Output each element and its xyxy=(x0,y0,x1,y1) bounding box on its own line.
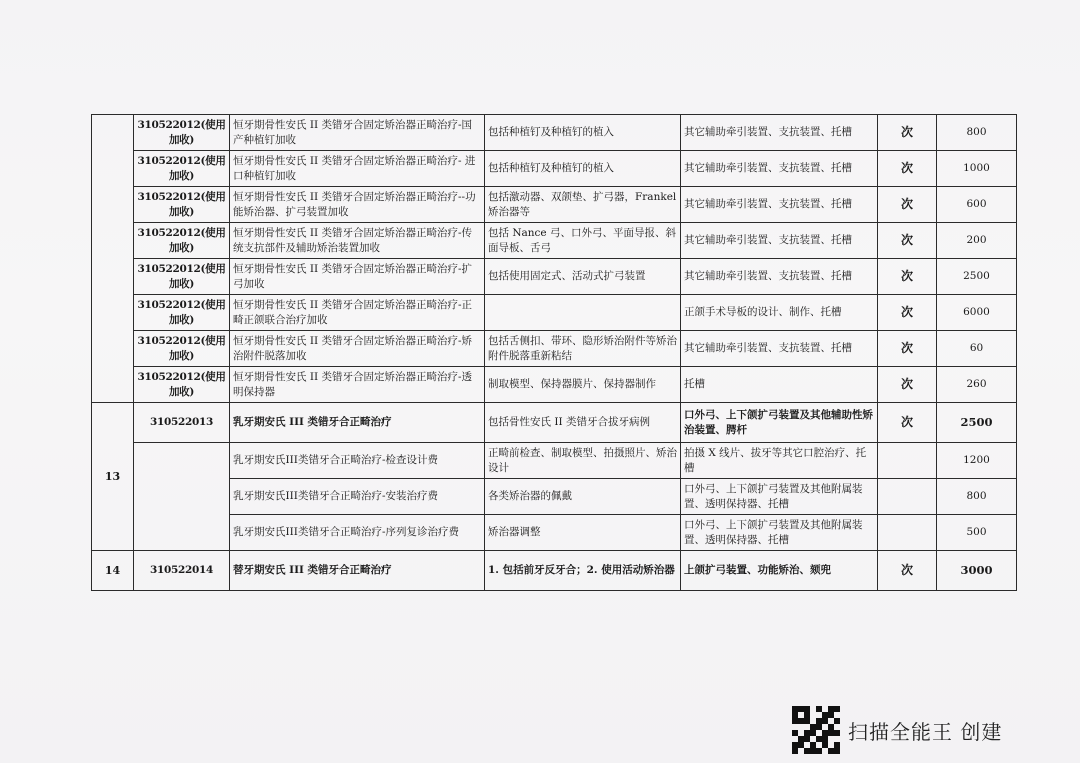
code-cell: 310522012(使用加收) xyxy=(134,259,230,295)
exclusion-cell: 其它辅助牵引装置、支抗装置、托槽 xyxy=(681,115,878,151)
unit-cell: 次 xyxy=(878,331,937,367)
exclusion-cell: 其它辅助牵引装置、支抗装置、托槽 xyxy=(681,187,878,223)
content-cell: 各类矫治器的佩戴 xyxy=(485,479,681,515)
content-cell: 包括种植钉及种植钉的植入 xyxy=(485,151,681,187)
name-cell: 恒牙期骨性安氏 II 类错牙合固定矫治器正畸治疗-扩弓加收 xyxy=(230,259,485,295)
name-cell: 恒牙期骨性安氏 II 类错牙合固定矫治器正畸治疗-传统支抗部件及辅助矫治装置加收 xyxy=(230,223,485,259)
table-row xyxy=(92,367,1017,403)
content-cell: 包括舌侧扣、带环、隐形矫治附件等矫治附件脱落重新粘结 xyxy=(485,331,681,367)
price-cell: 6000 xyxy=(937,295,1017,331)
code-cell: 310522012(使用加收) xyxy=(134,115,230,151)
name-cell: 乳牙期安氏III类错牙合正畸治疗-安装治疗费 xyxy=(230,479,485,515)
content-cell: 矫治器调整 xyxy=(485,515,681,551)
price-cell: 2500 xyxy=(937,403,1017,443)
price-cell: 200 xyxy=(937,223,1017,259)
code-cell xyxy=(134,443,230,551)
table-row xyxy=(92,515,1017,551)
price-cell: 1200 xyxy=(937,443,1017,479)
unit-cell xyxy=(878,443,937,479)
name-cell: 恒牙期骨性安氏 II 类错牙合固定矫治器正畸治疗-正畸正颌联合治疗加收 xyxy=(230,295,485,331)
unit-cell: 次 xyxy=(878,551,937,591)
code-cell: 310522012(使用加收) xyxy=(134,367,230,403)
exclusion-cell: 上颌扩弓装置、功能矫治、颏兜 xyxy=(681,551,878,591)
item-number-cell: 14 xyxy=(92,551,134,591)
unit-cell: 次 xyxy=(878,187,937,223)
exclusion-cell: 其它辅助牵引装置、支抗装置、托槽 xyxy=(681,259,878,295)
name-cell: 恒牙期骨性安氏 II 类错牙合固定矫治器正畸治疗-国产种植钉加收 xyxy=(230,115,485,151)
content-cell: 正畸前检查、制取模型、拍摄照片、矫治设计 xyxy=(485,443,681,479)
table-row xyxy=(92,443,1017,479)
price-cell: 60 xyxy=(937,331,1017,367)
table-row xyxy=(92,479,1017,515)
name-cell: 恒牙期骨性安氏 II 类错牙合固定矫治器正畸治疗-透明保持器 xyxy=(230,367,485,403)
unit-cell: 次 xyxy=(878,403,937,443)
code-cell: 310522012(使用加收) xyxy=(134,295,230,331)
content-cell: 包括激动器、双颌垫、扩弓器，Frankel 矫治器等 xyxy=(485,187,681,223)
name-cell: 恒牙期骨性安氏 II 类错牙合固定矫治器正畸治疗--功能矫治器、扩弓装置加收 xyxy=(230,187,485,223)
table-row xyxy=(92,331,1017,367)
exclusion-cell: 口外弓、上下颌扩弓装置及其他辅助性矫治装置、腭杆 xyxy=(681,403,878,443)
table-row xyxy=(92,295,1017,331)
exclusion-cell: 其它辅助牵引装置、支抗装置、托槽 xyxy=(681,331,878,367)
content-cell: 1. 包括前牙反牙合；2. 使用活动矫治器 xyxy=(485,551,681,591)
table-row xyxy=(92,115,1017,151)
code-cell: 310522012(使用加收) xyxy=(134,223,230,259)
unit-cell: 次 xyxy=(878,259,937,295)
content-cell: 包括使用固定式、活动式扩弓装置 xyxy=(485,259,681,295)
table-row xyxy=(92,151,1017,187)
code-cell: 310522014 xyxy=(134,551,230,591)
content-cell xyxy=(485,295,681,331)
price-cell: 2500 xyxy=(937,259,1017,295)
exclusion-cell: 托槽 xyxy=(681,367,878,403)
price-cell: 800 xyxy=(937,479,1017,515)
unit-cell: 次 xyxy=(878,115,937,151)
content-cell: 制取模型、保持器膜片、保持器制作 xyxy=(485,367,681,403)
item-number-cell xyxy=(92,115,134,403)
unit-cell xyxy=(878,515,937,551)
exclusion-cell: 口外弓、上下颌扩弓装置及其他附属装置、透明保持器、托槽 xyxy=(681,515,878,551)
unit-cell: 次 xyxy=(878,223,937,259)
price-cell: 1000 xyxy=(937,151,1017,187)
watermark-text: 扫描全能王 创建 xyxy=(848,719,1003,744)
price-cell: 260 xyxy=(937,367,1017,403)
name-cell: 恒牙期骨性安氏 II 类错牙合固定矫治器正畸治疗- 进口种植钉加收 xyxy=(230,151,485,187)
unit-cell: 次 xyxy=(878,295,937,331)
exclusion-cell: 其它辅助牵引装置、支抗装置、托槽 xyxy=(681,151,878,187)
name-cell: 乳牙期安氏III类错牙合正畸治疗-检查设计费 xyxy=(230,443,485,479)
table-row xyxy=(92,223,1017,259)
item-number-cell: 13 xyxy=(92,403,134,551)
content-cell: 包括种植钉及种植钉的植入 xyxy=(485,115,681,151)
table-row xyxy=(92,551,1017,591)
unit-cell xyxy=(878,479,937,515)
price-cell: 500 xyxy=(937,515,1017,551)
price-cell: 3000 xyxy=(937,551,1017,591)
name-cell: 乳牙期安氏III类错牙合正畸治疗-序列复诊治疗费 xyxy=(230,515,485,551)
name-cell: 恒牙期骨性安氏 II 类错牙合固定矫治器正畸治疗-矫治附件脱落加收 xyxy=(230,331,485,367)
name-cell: 乳牙期安氏 III 类错牙合正畸治疗 xyxy=(230,403,485,443)
unit-cell: 次 xyxy=(878,367,937,403)
unit-cell: 次 xyxy=(878,151,937,187)
exclusion-cell: 正颌手术导板的设计、制作、托槽 xyxy=(681,295,878,331)
exclusion-cell: 口外弓、上下颌扩弓装置及其他附属装置、透明保持器、托槽 xyxy=(681,479,878,515)
name-cell: 替牙期安氏 III 类错牙合正畸治疗 xyxy=(230,551,485,591)
table-row xyxy=(92,259,1017,295)
code-cell: 310522012(使用加收) xyxy=(134,331,230,367)
content-cell: 包括 Nance 弓、口外弓、平面导报、斜面导板、舌弓 xyxy=(485,223,681,259)
code-cell: 310522012(使用加收) xyxy=(134,151,230,187)
table-row xyxy=(92,187,1017,223)
content-cell: 包括骨性安氏 II 类错牙合拔牙病例 xyxy=(485,403,681,443)
code-cell: 310522012(使用加收) xyxy=(134,187,230,223)
code-cell: 310522013 xyxy=(134,403,230,443)
exclusion-cell: 拍摄 X 线片、拔牙等其它口腔治疗、托槽 xyxy=(681,443,878,479)
scanner-watermark xyxy=(792,705,1002,755)
price-cell: 600 xyxy=(937,187,1017,223)
exclusion-cell: 其它辅助牵引装置、支抗装置、托槽 xyxy=(681,223,878,259)
price-cell: 800 xyxy=(937,115,1017,151)
table-row xyxy=(92,403,1017,443)
qr-code-icon xyxy=(792,706,840,754)
fee-schedule-table xyxy=(91,114,1017,591)
